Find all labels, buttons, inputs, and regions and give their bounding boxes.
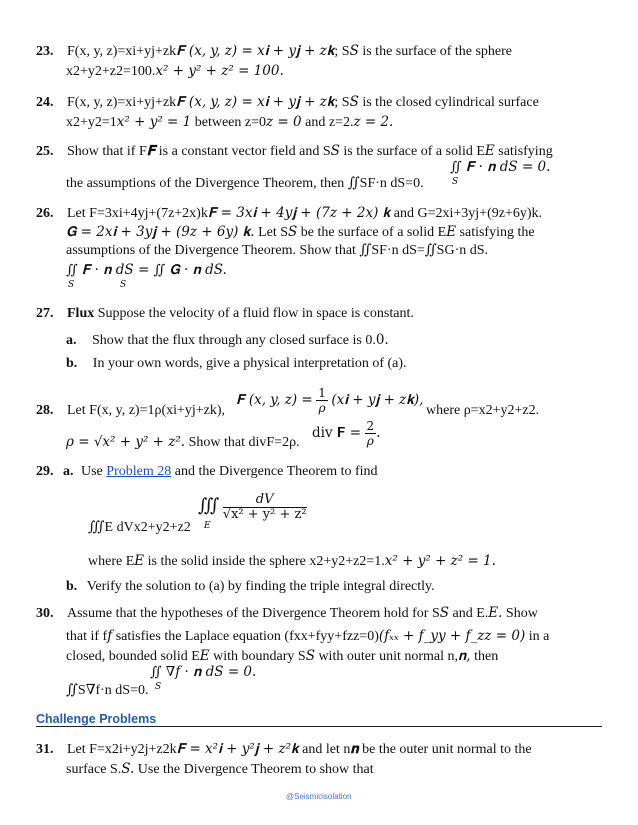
math-expression: E bbox=[199, 648, 210, 664]
math-expression: S bbox=[439, 605, 449, 621]
problem-number: 29. bbox=[36, 464, 54, 479]
math-expression: x² + y² + z² = 1. bbox=[384, 553, 496, 569]
math-expression: 𝐅 = 3x𝐢 + 4y𝐣 + (7z + 2x) 𝐤 bbox=[207, 205, 391, 221]
fraction: $\frac{dV}{\text{√x² + y² + z²}}$ bbox=[222, 492, 307, 523]
problem-28-link[interactable]: Problem 28 bbox=[106, 464, 172, 479]
problem-text: with boundary S bbox=[209, 649, 306, 664]
problem-28-where bbox=[426, 402, 539, 420]
problem-text: where ρ=x2+y2+z2. bbox=[426, 403, 540, 418]
problem-29-display-math bbox=[198, 486, 307, 528]
problem-29-where bbox=[88, 552, 496, 571]
integral-subscript: S bbox=[155, 682, 162, 692]
part-label: a. bbox=[63, 464, 74, 479]
problem-text: ∭E dVx2+y2+z2 bbox=[88, 520, 191, 535]
problem-23-line-1 bbox=[36, 42, 512, 61]
math-expression: E bbox=[446, 224, 457, 240]
math-expression: ∬ 𝐅 · 𝐧 dS = ∬ 𝐆 · 𝐧 dS. bbox=[66, 262, 227, 278]
problem-text: Show bbox=[502, 606, 538, 621]
problem-text: Let S bbox=[254, 225, 289, 240]
problem-text: in a bbox=[525, 629, 550, 644]
problem-text: is a constant vector field and S bbox=[155, 144, 331, 159]
problem-number: 23. bbox=[36, 44, 54, 59]
integral-subscript: S bbox=[452, 177, 459, 187]
watermark: @Seismicisolation bbox=[286, 792, 352, 801]
problem-text: and let n bbox=[298, 742, 351, 757]
problem-27-part-a bbox=[66, 331, 389, 350]
problem-text: that if f bbox=[66, 629, 108, 644]
math-expression: ∬ 𝐅 · 𝐧 dS = 0. bbox=[450, 159, 551, 175]
math-expression: (fₓₓ + f_yy + f_zz = 0) bbox=[378, 628, 526, 644]
problem-text: Use the Divergence Theorem to show that bbox=[134, 762, 374, 777]
math-expression: 𝐅 (x, y, z) = bbox=[236, 392, 313, 408]
problem-number: 30. bbox=[36, 606, 54, 621]
problem-text: is the surface of the sphere bbox=[358, 44, 513, 59]
math-expression: f bbox=[107, 628, 113, 644]
problem-29-part-a bbox=[36, 463, 378, 481]
problem-text: and E. bbox=[448, 606, 489, 621]
problem-text: satisfying bbox=[494, 144, 553, 159]
problem-26-line-2 bbox=[66, 223, 535, 242]
problem-text: the assumptions of the Divergence Theorem, then ∬SF·n dS=0. bbox=[66, 176, 424, 191]
math-expression: z = 0 bbox=[266, 114, 302, 130]
integral-subscript: E bbox=[204, 521, 211, 531]
math-expression: z = 2. bbox=[353, 114, 394, 130]
problem-28-div-math: div 𝐅 = $\frac{2}{\rho}$ . bbox=[312, 419, 381, 449]
fraction: $\frac{1}{\rho}$ bbox=[318, 386, 326, 416]
problem-text: Let F=3xi+4yj+(7z+2x)k bbox=[67, 206, 208, 221]
problem-text: Show that the flux through any closed surface is 0. bbox=[92, 333, 376, 348]
problem-text: satisfying the bbox=[456, 225, 535, 240]
problem-title: Flux bbox=[67, 306, 95, 321]
math-expression: E. bbox=[488, 605, 503, 621]
problem-text: Use bbox=[81, 464, 107, 479]
problem-text: and the Divergence Theorem to find bbox=[171, 464, 378, 479]
problem-26-line-1 bbox=[36, 204, 542, 223]
math-expression: ∬ ∇f · 𝐧 dS = 0. bbox=[150, 664, 257, 680]
integral-subscript: S S bbox=[68, 280, 127, 290]
section-divider bbox=[36, 726, 602, 727]
problem-number: 25. bbox=[36, 144, 54, 159]
problem-text: Assume that the hypotheses of the Divergence Theorem hold for S bbox=[67, 606, 440, 621]
problem-text: be the outer unit normal to the bbox=[358, 742, 532, 757]
math-expression: 𝐅 (x, y, z) = x𝐢 + y𝐣 + z𝐤 bbox=[176, 43, 335, 59]
math-expression: E bbox=[134, 553, 145, 569]
math-expression: 𝐅 (x, y, z) = x𝐢 + y𝐣 + z𝐤 bbox=[176, 94, 335, 110]
problem-text: surface S. bbox=[66, 762, 122, 777]
problem-29-alt-text bbox=[88, 519, 191, 537]
problem-28-line-1 bbox=[36, 402, 225, 420]
problem-text: where E bbox=[88, 554, 135, 569]
problem-number: 27. bbox=[36, 306, 54, 321]
math-expression: S bbox=[349, 43, 359, 59]
problem-text: is the surface of a solid E bbox=[339, 144, 485, 159]
math-expression: x² + y² = 1 bbox=[116, 114, 192, 130]
math-expression: ρ = √x² + y² + z². bbox=[66, 434, 186, 450]
math-expression: (x𝐢 + y𝐣 + z𝐤), bbox=[331, 392, 424, 408]
problem-text: x2+y2+z2=100. bbox=[66, 64, 156, 79]
problem-text: and z=2. bbox=[301, 115, 354, 130]
section-heading-challenge: Challenge Problems bbox=[36, 712, 157, 726]
problem-30-line-3 bbox=[66, 647, 498, 666]
problem-text: ; S bbox=[334, 95, 350, 110]
problem-24-line-2 bbox=[66, 113, 393, 132]
problem-27-part-b bbox=[66, 355, 407, 373]
triple-integral: ∭ bbox=[198, 495, 220, 516]
problem-text: and G=2xi+3yj+(9z+6y)k. bbox=[390, 206, 543, 221]
problem-number: 26. bbox=[36, 206, 54, 221]
problem-31-line-2 bbox=[66, 760, 374, 779]
math-expression: x² + y² + z² = 100. bbox=[155, 63, 284, 79]
problem-27-line-1 bbox=[36, 305, 414, 323]
problem-28-line-2 bbox=[66, 433, 300, 452]
math-expression: E bbox=[484, 143, 495, 159]
problem-text: F(x, y, z)=xi+yj+zk bbox=[67, 44, 177, 59]
problem-text: is the solid inside the sphere x2+y2+z2=1. bbox=[144, 554, 385, 569]
problem-30-display-math bbox=[150, 663, 256, 682]
problem-text: between z=0 bbox=[191, 115, 267, 130]
math-expression: 𝐧 bbox=[350, 741, 359, 757]
problem-30-line-4 bbox=[66, 682, 149, 700]
problem-text: x2+y2=1 bbox=[66, 115, 117, 130]
problem-number: 31. bbox=[36, 742, 54, 757]
problem-25-display-math bbox=[450, 158, 550, 177]
part-label: b. bbox=[66, 356, 78, 371]
problem-text: Show that if F bbox=[67, 144, 147, 159]
problem-number: 24. bbox=[36, 95, 54, 110]
math-expression: S bbox=[305, 648, 315, 664]
problem-text: is the closed cylindrical surface bbox=[358, 95, 539, 110]
problem-text: F(x, y, z)=xi+yj+zk bbox=[67, 95, 177, 110]
problem-text: assumptions of the Divergence Theorem. Show that ∬SF·n dS=∬SG·n dS. bbox=[66, 243, 489, 258]
math-expression: S. bbox=[121, 761, 135, 777]
math-expression: div 𝐅 = bbox=[312, 425, 362, 441]
problem-text: ; S bbox=[334, 44, 350, 59]
math-expression: 𝐧, bbox=[458, 648, 471, 664]
problem-text: Show that divF=2ρ. bbox=[185, 435, 300, 450]
math-expression: 𝐅 bbox=[146, 143, 156, 159]
problem-30-line-1 bbox=[36, 604, 538, 623]
problem-text: satisfies the Laplace equation (fxx+fyy+fzz=0) bbox=[112, 629, 379, 644]
math-expression: 𝐅 = x²𝐢 + y²𝐣 + z²𝐤 bbox=[176, 741, 299, 757]
problem-28-display-math bbox=[236, 385, 423, 416]
problem-text: with outer unit normal n, bbox=[314, 649, 459, 664]
part-label: a. bbox=[66, 333, 77, 348]
problem-26-line-3 bbox=[66, 242, 488, 260]
problem-25-line-2 bbox=[66, 175, 424, 193]
problem-text: ∬S∇f·n dS=0. bbox=[66, 683, 149, 698]
math-expression: 0. bbox=[375, 332, 389, 348]
problem-number: 28. bbox=[36, 403, 54, 418]
fraction: $\frac{2}{\rho}$ bbox=[366, 419, 375, 449]
problem-30-line-2 bbox=[66, 627, 549, 646]
math-expression: S bbox=[349, 94, 359, 110]
problem-text: be the surface of a solid E bbox=[297, 225, 447, 240]
problem-text: Verify the solution to (a) by finding the triple integral directly. bbox=[86, 579, 435, 594]
problem-text: Let F=x2i+y2j+z2k bbox=[67, 742, 177, 757]
math-expression: S bbox=[330, 143, 340, 159]
problem-text: closed, bounded solid E bbox=[66, 649, 200, 664]
problem-text: then bbox=[470, 649, 499, 664]
problem-24-line-1 bbox=[36, 93, 539, 112]
problem-text: Let F(x, y, z)=1ρ(xi+yj+zk), bbox=[67, 403, 226, 418]
problem-29-part-b bbox=[66, 578, 435, 596]
math-expression: S bbox=[288, 224, 298, 240]
math-expression: 𝐆 = 2x𝐢 + 3y𝐣 + (9z + 6y) 𝐤. bbox=[66, 224, 255, 240]
problem-23-line-2 bbox=[66, 62, 284, 81]
part-label: b. bbox=[66, 579, 78, 594]
problem-31-line-1 bbox=[36, 740, 532, 759]
problem-text: Suppose the velocity of a fluid flow in space is constant. bbox=[94, 306, 414, 321]
problem-text: In your own words, give a physical interpretation of (a). bbox=[92, 356, 407, 371]
